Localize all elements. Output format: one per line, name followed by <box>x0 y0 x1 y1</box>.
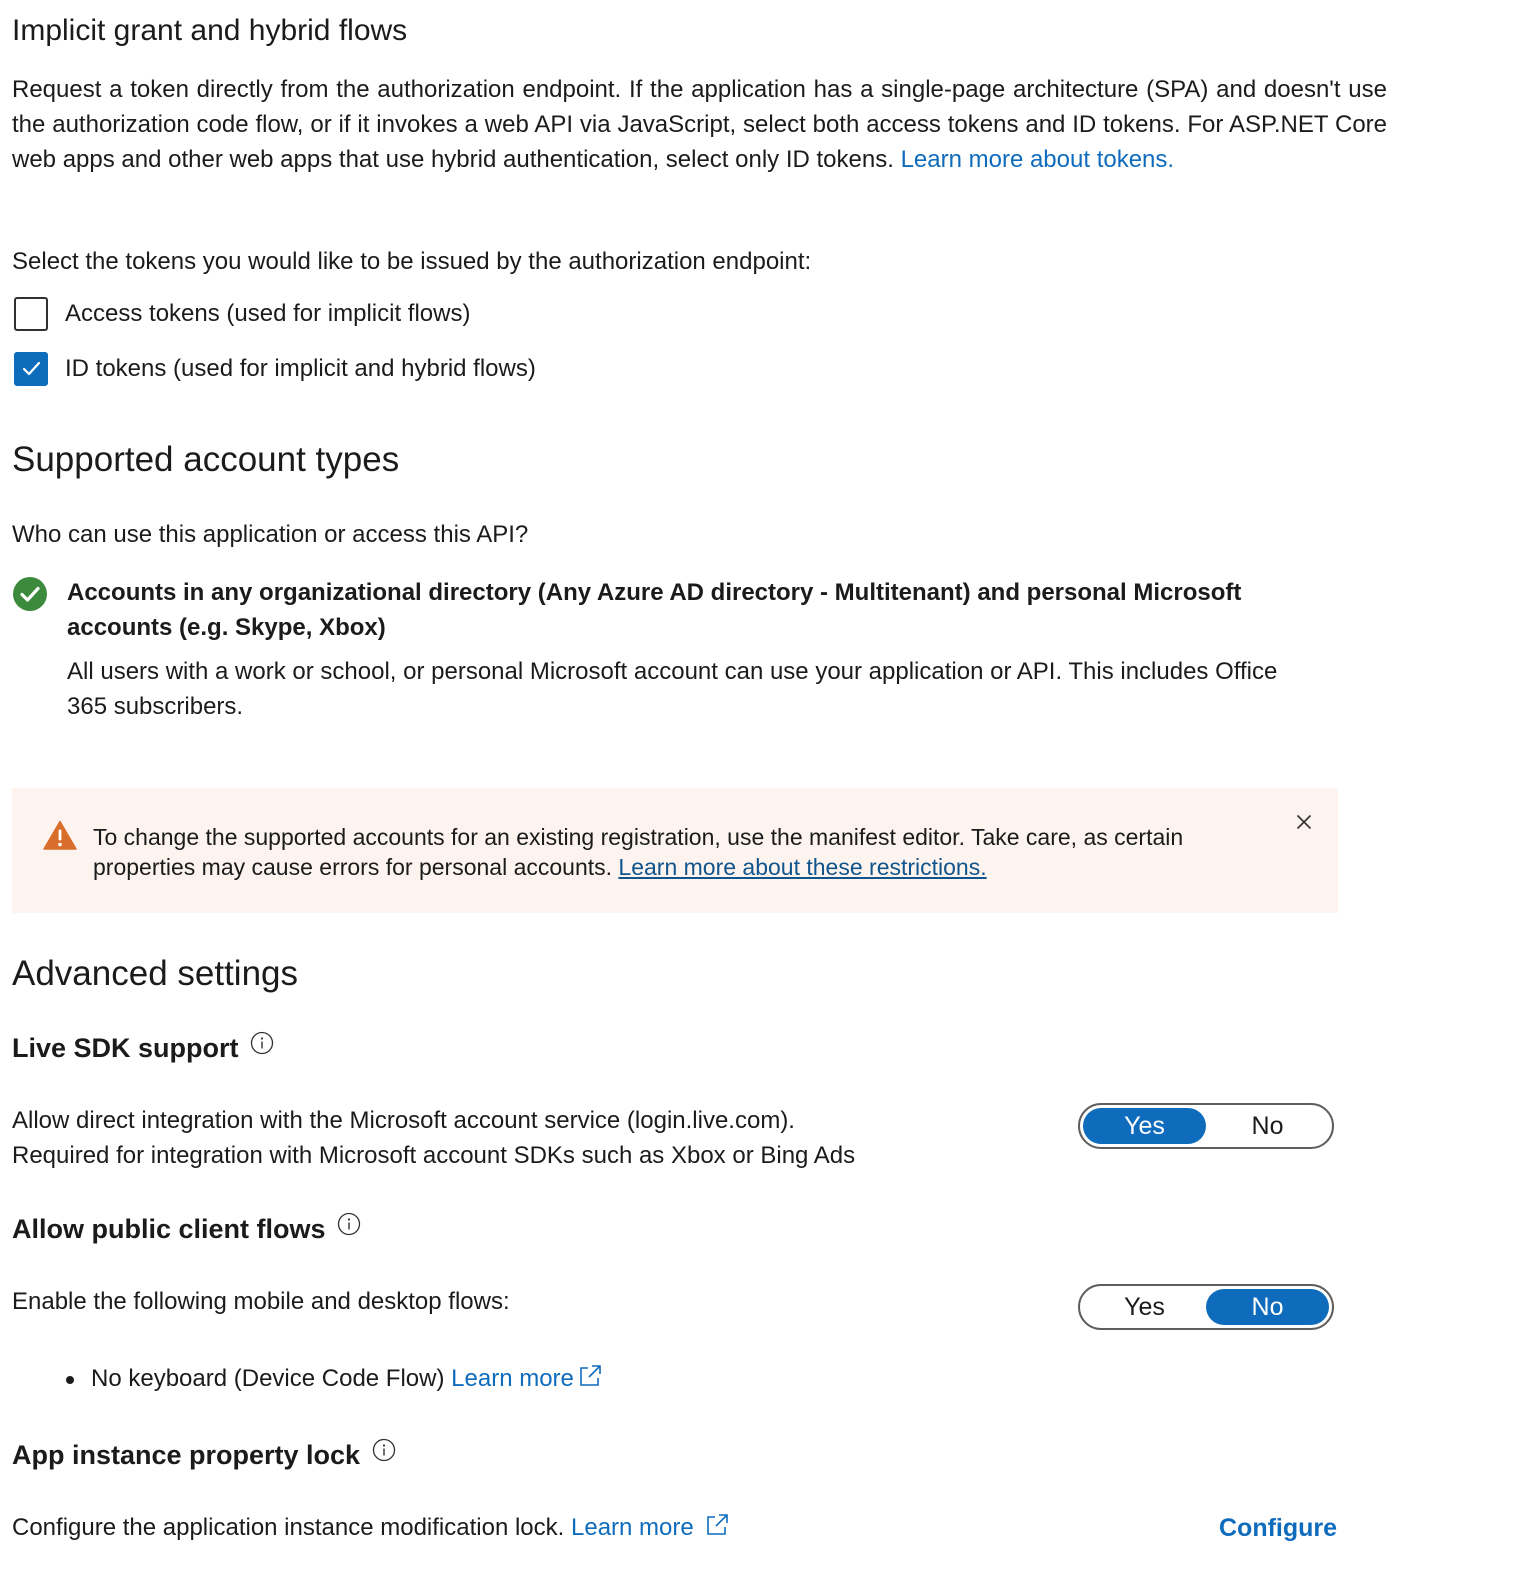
warning-banner-message <box>93 822 1243 882</box>
property-lock-learn-more-text[interactable]: Learn more <box>571 1514 694 1541</box>
id-tokens-checkbox[interactable] <box>14 352 48 386</box>
public-client-description: Enable the following mobile and desktop flows: <box>12 1288 510 1315</box>
advanced-settings-title: Advanced settings <box>12 954 299 993</box>
live-sdk-no-option[interactable]: No <box>1251 1111 1284 1140</box>
public-client-label: Allow public client flows <box>12 1214 326 1244</box>
live-sdk-toggle[interactable] <box>1078 1103 1334 1149</box>
warning-icon <box>43 820 77 850</box>
account-types-question: Who can use this application or access this API? <box>12 521 529 548</box>
close-icon[interactable] <box>1296 814 1312 830</box>
bullet-dot <box>66 1376 74 1384</box>
property-lock-learn-more-link[interactable] <box>571 1514 730 1541</box>
live-sdk-heading <box>12 1033 274 1064</box>
live-sdk-description-line2: Required for integration with Microsoft account SDKs such as Xbox or Bing Ads <box>12 1142 856 1169</box>
account-types-title: Supported account types <box>12 440 400 479</box>
property-lock-row <box>12 1510 730 1545</box>
checkmark-icon <box>16 354 46 384</box>
access-tokens-label[interactable]: Access tokens (used for implicit flows) <box>65 300 471 327</box>
id-tokens-label[interactable]: ID tokens (used for implicit and hybrid flows) <box>65 355 536 382</box>
implicit-section-title: Implicit grant and hybrid flows <box>12 14 408 47</box>
warning-banner <box>12 788 1338 913</box>
selected-account-type-description: All users with a work or school, or personal Microsoft account can use your application or API. This includes Office 365 subscribers. <box>67 658 1278 720</box>
live-sdk-yes-option[interactable]: Yes <box>1083 1108 1206 1144</box>
device-code-flow-item <box>91 1361 603 1396</box>
public-client-heading <box>12 1214 361 1245</box>
property-lock-heading <box>12 1440 396 1471</box>
implicit-description-text: Request a token directly from the authorization endpoint. If the application has a single-page architecture (SPA) and doesn't use the authorization code flow, or if it invokes a web API via JavaScript, select both access tokens and ID tokens. For ASP.NET Core web apps and other web apps that use hybrid authentication, select only ID tokens. <box>12 76 1387 173</box>
public-client-no-option[interactable]: No <box>1206 1289 1329 1325</box>
implicit-description <box>12 72 1387 177</box>
live-sdk-description-line1: Allow direct integration with the Microsoft account service (login.live.com). <box>12 1107 795 1134</box>
info-icon[interactable] <box>372 1438 396 1462</box>
external-link-icon[interactable] <box>577 1363 603 1389</box>
token-select-prompt: Select the tokens you would like to be issued by the authorization endpoint: <box>12 248 812 275</box>
device-code-learn-more-text[interactable]: Learn more <box>451 1365 574 1392</box>
info-icon[interactable] <box>250 1031 274 1055</box>
learn-more-tokens-link[interactable]: Learn more about tokens. <box>900 146 1175 173</box>
property-lock-label: App instance property lock <box>12 1440 361 1470</box>
configure-button[interactable]: Configure <box>1219 1514 1338 1542</box>
warning-banner-text: To change the supported accounts for an existing registration, use the manifest editor. Take care, as certain properties may cause errors for personal accounts. <box>93 824 1184 880</box>
public-client-yes-option[interactable]: Yes <box>1124 1292 1165 1321</box>
public-client-toggle[interactable] <box>1078 1284 1334 1330</box>
external-link-icon[interactable] <box>704 1512 730 1538</box>
info-icon[interactable] <box>337 1212 361 1236</box>
success-check-icon <box>12 576 48 612</box>
live-sdk-label: Live SDK support <box>12 1033 239 1063</box>
selected-account-type-title: Accounts in any organizational directory (Any Azure AD directory - Multitenant) and personal Microsoft accounts (e.g. Skype, Xbox) <box>67 579 1242 641</box>
device-code-flow-label: No keyboard (Device Code Flow) <box>91 1365 445 1392</box>
restrictions-learn-more-link[interactable]: Learn more about these restrictions. <box>618 854 987 880</box>
property-lock-description: Configure the application instance modification lock. <box>12 1514 565 1541</box>
access-tokens-checkbox[interactable] <box>14 297 48 331</box>
device-code-learn-more-link[interactable] <box>451 1365 603 1392</box>
